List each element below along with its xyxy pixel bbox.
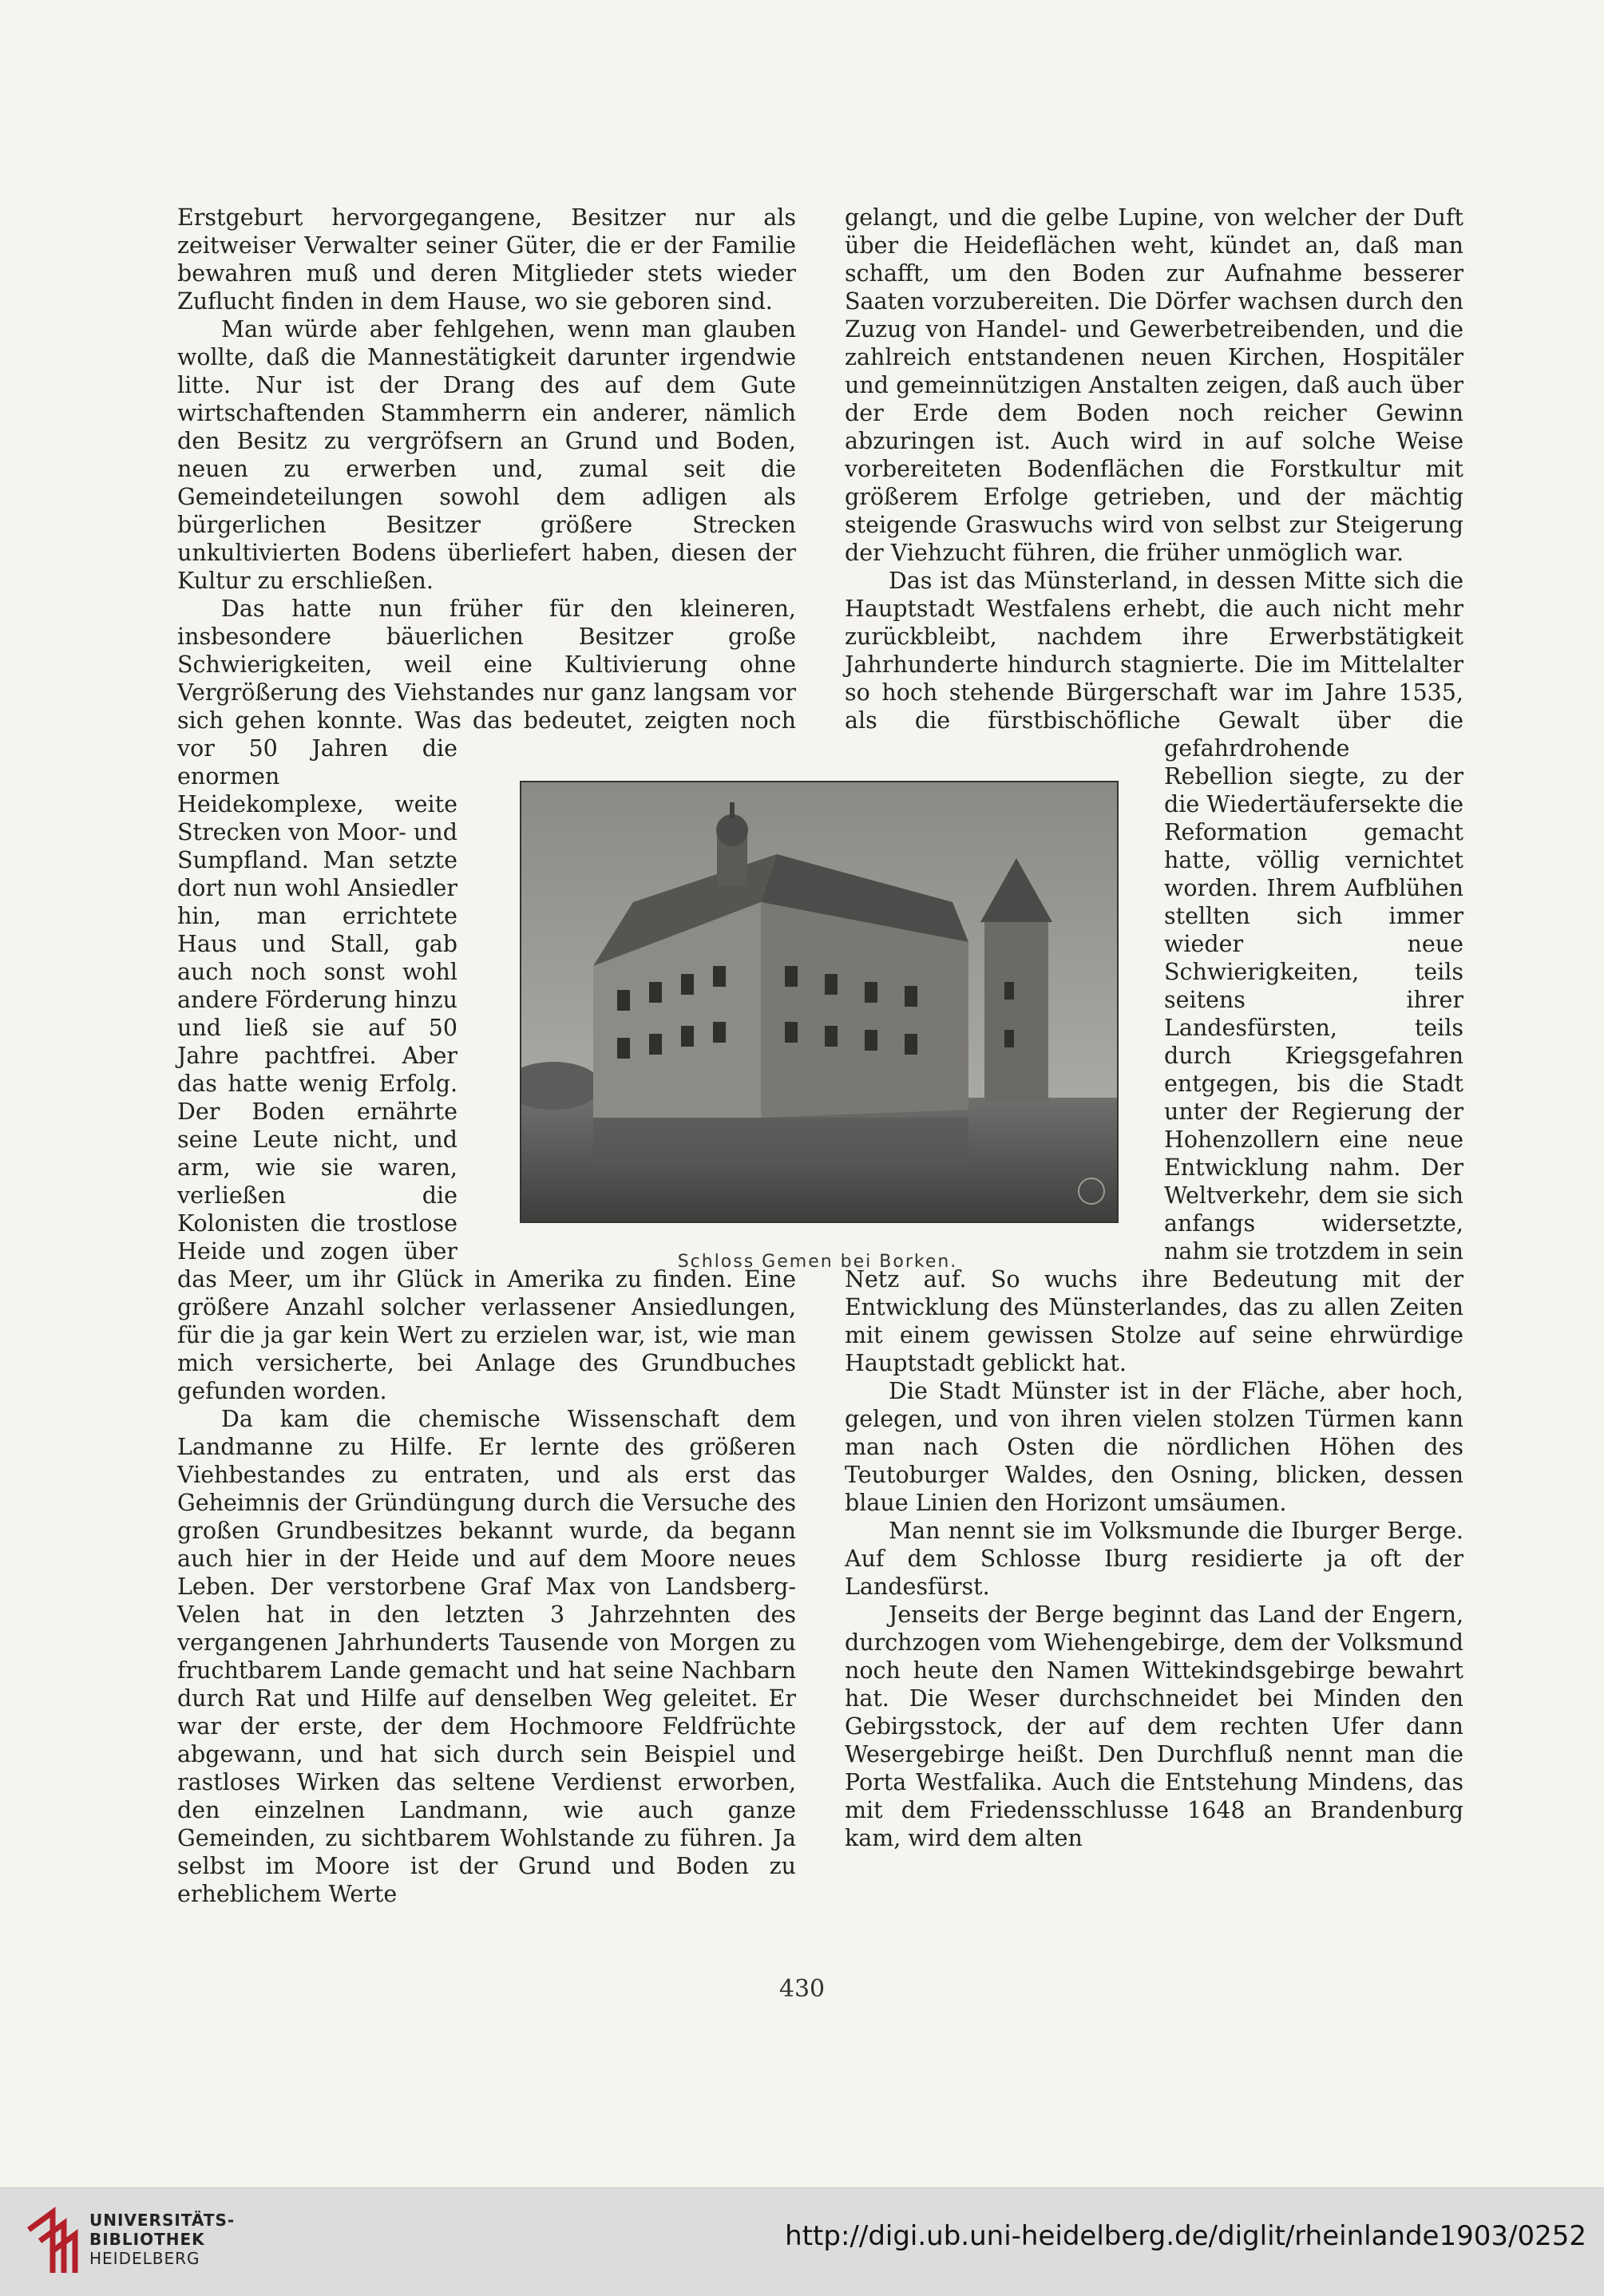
right-paragraph-5: Jenseits der Berge beginnt das Land der Engern, durchzogen vom Wiehengebirge, dem der Volksmund noch heute den Namen Wittekindsgebirge bewahrt hat. Die Weser durchschneidet bei Minden den Gebirgsstock, der auf dem rechten Ufer dann Wesergebirge heißt. Den Durchfluß nennt man die Porta Westfalika. Auch die Entstehung Mindens, das mit dem Friedensschlusse 1648 an Brandenburg kam, wird dem alten bbox=[845, 1601, 1463, 1851]
page-number: 430 bbox=[778, 1975, 826, 2003]
left-paragraph-3: Das hatte nun früher für den kleineren, insbesondere bäuerlichen Besitzer große Schwierigkeiten, weil eine Kultivierung ohne Vergrößerung des Viehstandes nur ganz langsam vor sich gehen konnte. Was das bedeutet, zeigten noch vor 50 Jahren die enormen Heidekomplexe, weite Strecken von Moor- und Sumpfland. Man setzte dort nun wohl Ansiedler hin, man errichtete Haus und Stall, gab auch noch sonst wohl andere Förderung hinzu und ließ sie auf 50 Jahre pachtfrei. Aber das hatte wenig Erfolg. Der Boden ernährte seine Leute nicht, und arm, wie sie waren, verließen die Kolonisten die trostlose Heide und zogen über das Meer, um ihr Glück in Amerika zu finden. Eine größere Anzahl solcher verlassener Ansiedlungen, für die ja gar kein Wert zu erzielen war, ist, wie man mich versicherte, bei Anlage des Grundbuches gefunden worden. bbox=[177, 596, 796, 1404]
footer-bar bbox=[0, 2187, 1604, 2296]
right-paragraph-4: Man nennt sie im Volksmunde die Iburger Berge. Auf dem Schlosse Iburg residierte ja oft der Landesfürst. bbox=[845, 1518, 1463, 1600]
library-line-2: BIBLIOTHEK bbox=[89, 2230, 205, 2249]
castle-illustration bbox=[521, 782, 1117, 1221]
left-paragraph-2: Man würde aber fehlgehen, wenn man glauben wollte, daß die Mannestätigkeit darunter irgendwie litte. Nur ist der Drang des auf dem Gute wirtschaftenden Stammherrn ein anderer, nämlich den Besitz zu vergröfsern an Grund und Boden, neuen zu erwerben und, zumal seit die Gemeindeteilungen sowohl dem adligen als bürgerlichen Besitzer größere Strecken unkultivierten Bodens überliefert haben, diesen der Kultur zu erschließen. bbox=[177, 316, 796, 594]
library-line-1: UNIVERSITÄTS- bbox=[89, 2211, 236, 2230]
right-paragraph-3: Die Stadt Münster ist in der Fläche, aber hoch, gelegen, und von ihren vielen stolzen Türmen kann man nach Osten die nördlichen Höhen des Teutoburger Waldes, den Osning, blicken, dessen blaue Linien den Horizont umsäumen. bbox=[845, 1378, 1463, 1516]
library-name bbox=[89, 2211, 235, 2268]
right-paragraph-1: gelangt, und die gelbe Lupine, von welcher der Duft über die Heideflächen weht, kündet an, daß man schafft, um den Boden zur Aufnahme besserer Saaten vorzubereiten. Die Dörfer wachsen durch den Zuzug von Handel- und Gewerbetreibenden, und die zahlreich entstandenen neuen Kirchen, Hospitäler und gemeinnützigen Anstalten zeigen, daß auch über der Erde dem Boden noch reicher Gewinn abzuringen ist. Auch wird in auf solche Weise vorbereiteten Bodenflächen die Forstkultur mit größerem Erfolge getrieben, und der mächtig steigende Graswuchs wird von selbst zur Steigerung der Viehzucht führen, die früher unmöglich war. bbox=[845, 204, 1463, 566]
left-paragraph-4: Da kam die chemische Wissenschaft dem Landmanne zu Hilfe. Er lernte des größeren Viehbestandes zu entraten, und als erst das Geheimnis der Gründüngung durch die Versuche des großen Grundbesitzes bekannt wurde, da begann auch hier in der Heide und auf dem Moore neues Leben. Der verstorbene Graf Max von Landsberg-Velen hat in den letzten 3 Jahrzehnten des vergangenen Jahrhunderts Tausende von Morgen zu fruchtbarem Lande gemacht und hat seine Nachbarn durch Rat und Hilfe auf denselben Weg geleitet. Er war der erste, der dem Hochmoore Feldfrüchte abgewann, und hat sich durch sein Beispiel und rastloses Wirken das seltene Verdienst erworben, den einzelnen Landmann, wie auch ganze Gemeinden, zu sichtbarem Wohlstande zu führen. Ja selbst im Moore ist der Grund und Boden zu erheblichem Werte bbox=[177, 1406, 796, 1907]
castle-photograph bbox=[520, 781, 1119, 1223]
library-logo-icon bbox=[21, 2206, 83, 2279]
right-paragraph-2: Das ist das Münsterland, in dessen Mitte sich die Hauptstadt Westfalens erhebt, die auch nicht mehr zurückbleibt, nachdem ihre Erwerbstätigkeit Jahrhunderte hindurch stagnierte. Die im Mittelalter so hoch stehende Bürgerschaft war im Jahre 1535, als die fürstbischöfliche Gewalt über die gefahrdrohende Rebellion siegte, zu der die Wiedertäufersekte die Reformation gemacht hatte, völlig vernichtet worden. Ihrem Aufblühen stellten sich immer wieder neue Schwierigkeiten, teils seitens ihrer Landesfürsten, teils durch Kriegsgefahren entgegen, bis die Stadt unter der Regierung der Hohenzollern eine neue Entwicklung nahm. Der Weltverkehr, dem sie sich anfangs widersetzte, nahm sie trotzdem in sein Netz auf. So wuchs ihre Bedeutung mit der Entwicklung des Münsterlandes, das zu allen Zeiten mit einem gewissen Stolze auf seine ehrwürdige Hauptstadt geblickt hat. bbox=[845, 568, 1463, 1376]
figure-caption: Schloss Gemen bei Borken. bbox=[677, 1252, 958, 1272]
source-url-link[interactable]: http://digi.ub.uni-heidelberg.de/diglit/rheinlande1903/0252 bbox=[785, 2220, 1586, 2252]
library-line-3: HEIDELBERG bbox=[89, 2249, 200, 2268]
left-paragraph-1: Erstgeburt hervorgegangene, Besitzer nur als zeitweiser Verwalter seiner Güter, die er der Familie bewahren muß und deren Mitglieder stets wieder Zuflucht finden in dem Hause, wo sie geboren sind. bbox=[177, 204, 796, 315]
